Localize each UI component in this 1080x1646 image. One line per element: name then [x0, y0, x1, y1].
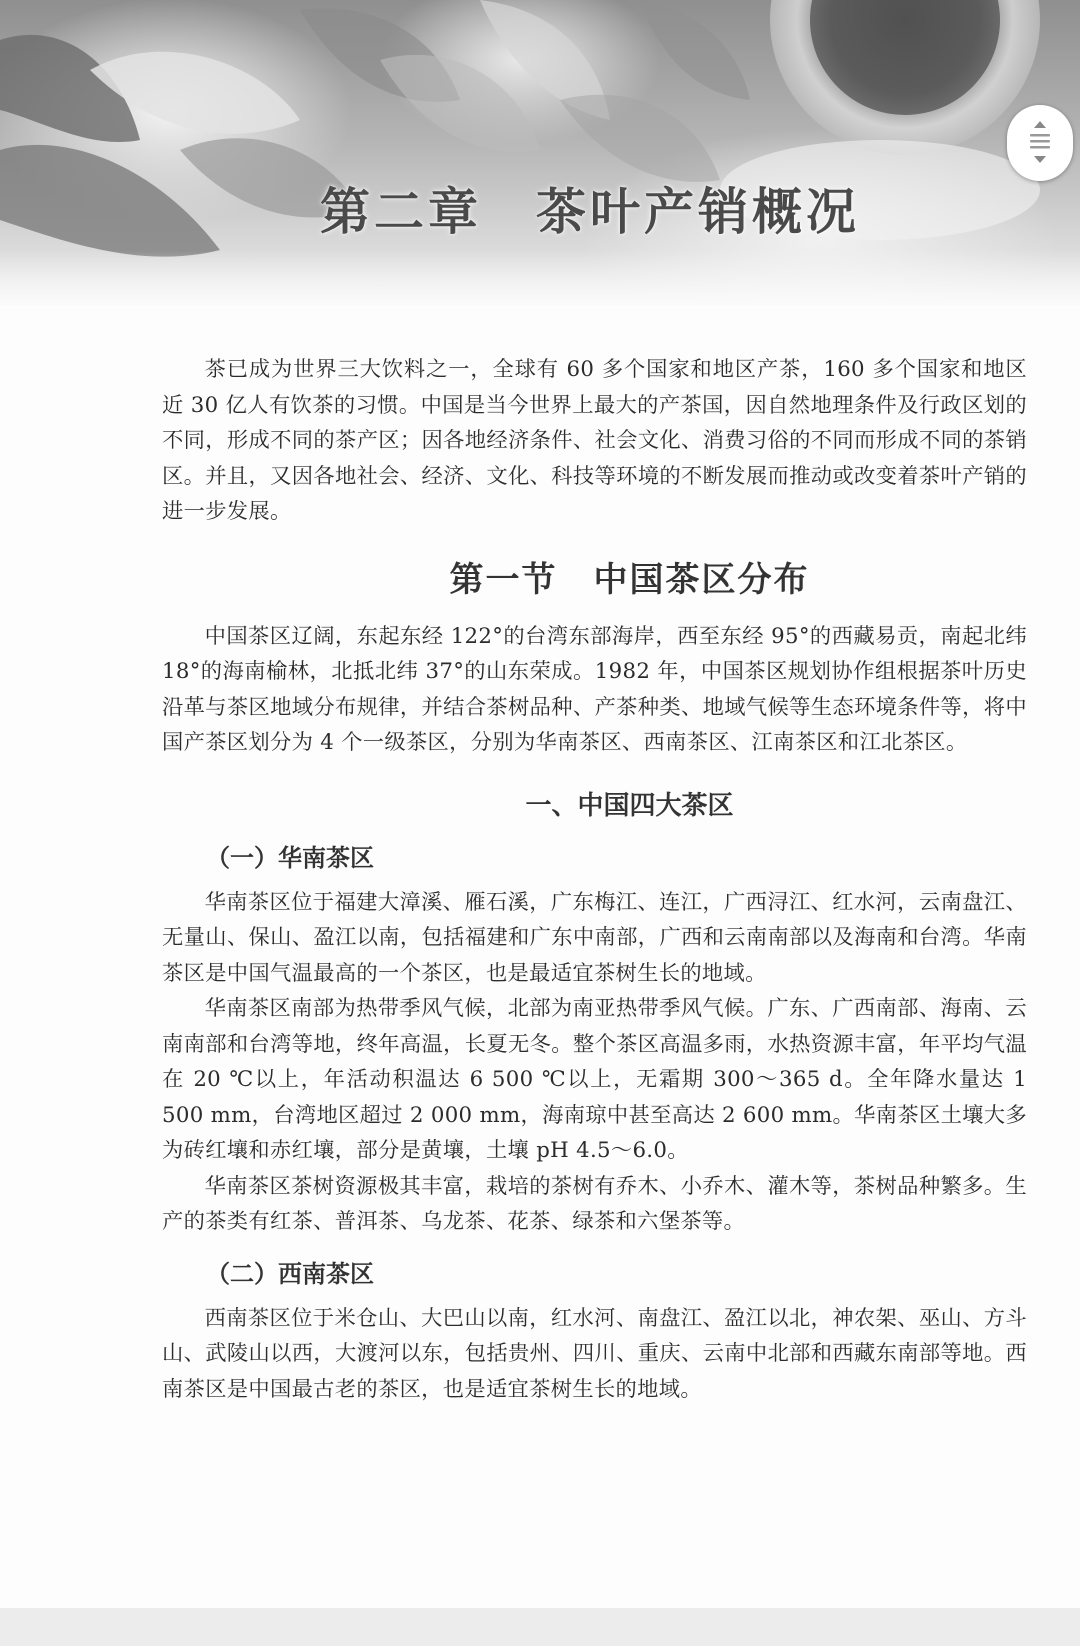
body-paragraph: 华南茶区位于福建大漳溪、雁石溪，广东梅江、连江，广西浔江、红水河，云南盘江、无量山、保山、盈江以南，包括福建和广东中南部，广西和云南南部以及海南和台湾。华南茶区是中国气温最高的一个茶区，也是最适宜茶树生长的地域。 — [162, 889, 1027, 986]
chapter-banner-image — [0, 0, 1080, 305]
scroll-handle[interactable] — [1007, 105, 1073, 181]
intro-paragraph: 茶已成为世界三大饮料之一，全球有 60 多个国家和地区产茶，160 多个国家和地区近 30 亿人有饮茶的习惯。中国是当今世界上最大的产茶国，因自然地理条件及行政区划的不同，形成不同的茶产区；因各地经济条件、社会文化、消费习俗的不同而形成不同的茶销区。并且，又因各地社会、经济、文化、科技等环境的不断发展而推动或改变着茶叶产销的进一步发展。 — [162, 357, 1027, 524]
scroll-handle-icon — [1025, 118, 1055, 168]
chapter-title: 第二章 茶叶产销概况 — [320, 183, 860, 241]
body-paragraph: 华南茶区南部为热带季风气候，北部为南亚热带季风气候。广东、广西南部、海南、云南南部和台湾等地，终年高温，长夏无冬。整个茶区高温多雨，水热资源丰富，年平均气温在 20 ℃以上，年活动积温达 6 500 ℃以上，无霜期 300～365 d。全年降水量达 1 500 mm，台湾地区超过 2 000 mm，海南琼中甚至高达 2 600 mm。华南茶区土壤大多为砖红壤和赤红壤，部分是黄壤，土壤 pH 4.5～6.0。 — [162, 996, 1027, 1163]
section-paragraph: 中国茶区辽阔，东起东经 122°的台湾东部海岸，西至东经 95°的西藏易贡，南起北纬 18°的海南榆林，北抵北纬 37°的山东荣成。1982 年，中国茶区规划协作组根据茶叶历史沿革与茶区地域分布规律，并结合茶树品种、产茶种类、地域气候等生态环境条件等，将中国产茶区划分为 4 个一级茶区，分别为华南茶区、西南茶区、江南茶区和江北茶区。 — [162, 623, 1027, 755]
region-title-south-china: （一）华南茶区 — [206, 843, 374, 872]
body-paragraph: 西南茶区位于米仓山、大巴山以南，红水河、南盘江、盈江以北，神农架、巫山、方斗山、武陵山以西，大渡河以东，包括贵州、四川、重庆、云南中北部和西藏东南部等地。西南茶区是中国最古老的茶区，也是适宜茶树生长的地域。 — [162, 1305, 1027, 1402]
region-title-southwest: （二）西南茶区 — [206, 1259, 374, 1288]
document-body — [162, 352, 1027, 1407]
viewer-bottom-bar — [0, 1608, 1080, 1646]
body-paragraph: 华南茶区茶树资源极其丰富，栽培的茶树有乔木、小乔木、灌木等，茶树品种繁多。生产的茶类有红茶、普洱茶、乌龙茶、花茶、绿茶和六堡茶等。 — [162, 1173, 1027, 1234]
subsection-title: 一、中国四大茶区 — [525, 790, 734, 821]
section-title: 第一节 中国茶区分布 — [449, 559, 810, 600]
